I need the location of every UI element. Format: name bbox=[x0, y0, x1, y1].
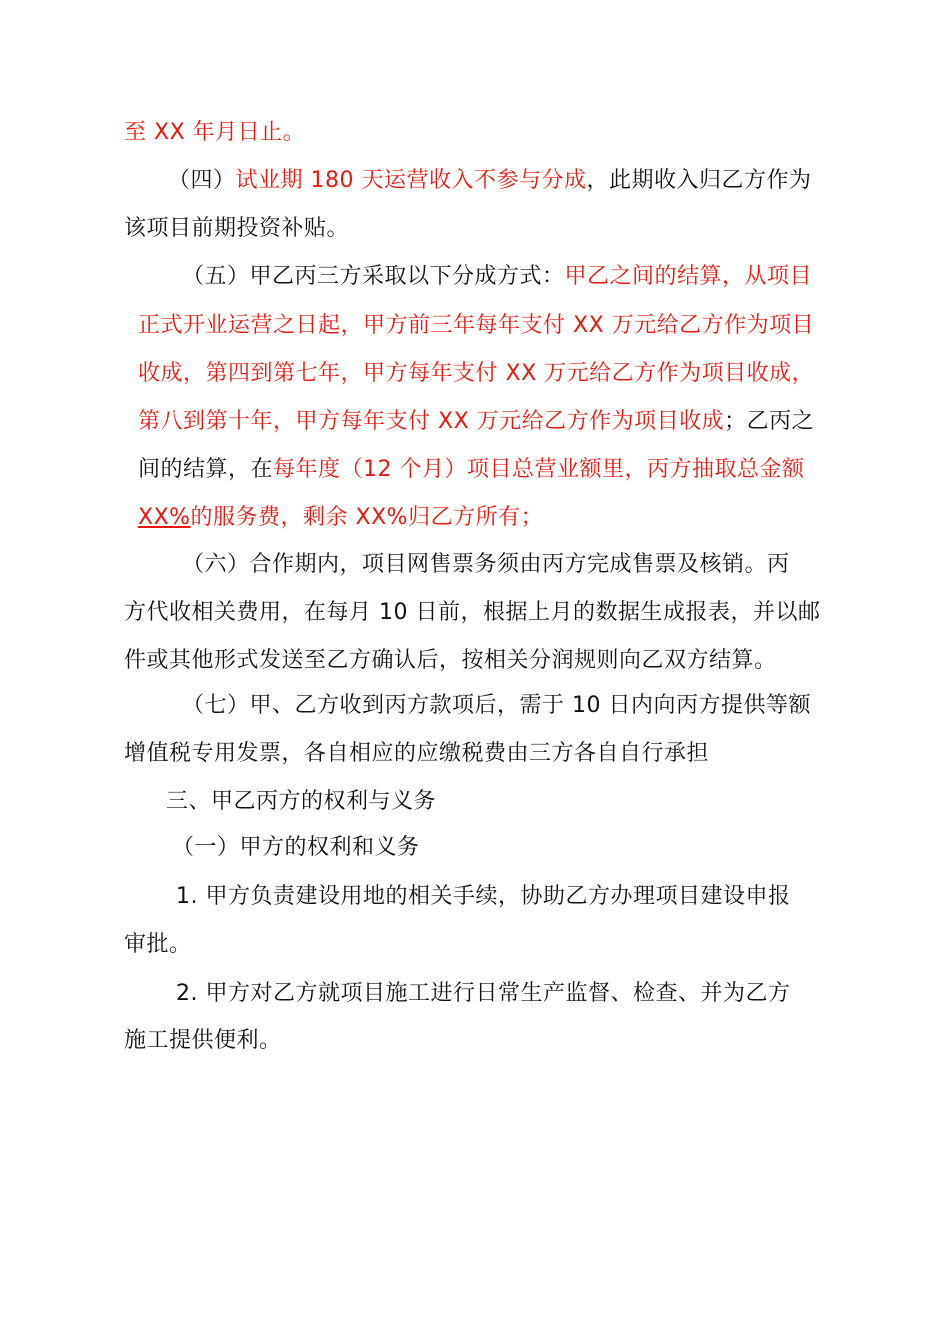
item-1-line-2: 审批。 bbox=[124, 932, 192, 957]
para-5-highlight-2: 每年度（12 个月）项目总营业额里，丙方抽取总金额 bbox=[273, 457, 805, 482]
para-5-intro: （五）甲乙丙三方采取以下分成方式： bbox=[182, 264, 565, 289]
para-4-number: （四） bbox=[168, 168, 236, 193]
item-2-line-1: 2. 甲方对乙方就项目施工进行日常生产监督、检查、并为乙方 bbox=[176, 981, 791, 1006]
service-fee-percent: XX% bbox=[138, 505, 191, 530]
para-7-line-2: 增值税专用发票，各自相应的应缴税费由三方各自自行承担 bbox=[124, 741, 710, 766]
para-7-line-1: （七）甲、乙方收到丙方款项后，需于 10 日内向丙方提供等额 bbox=[182, 693, 811, 718]
para-5-text-2: 间的结算，在 bbox=[138, 457, 274, 482]
para-3-end-line: 至 XX 年月日止。 bbox=[124, 120, 306, 145]
item-1-line-1: 1. 甲方负责建设用地的相关手续，协助乙方办理项目建设申报 bbox=[176, 884, 791, 909]
subsection-1-heading: （一）甲方的权利和义务 bbox=[172, 835, 420, 860]
para-6-line-2: 方代收相关费用，在每月 10 日前，根据上月的数据生成报表，并以邮 bbox=[124, 600, 821, 625]
para-6-line-1: （六）合作期内，项目网售票务须由丙方完成售票及核销。丙 bbox=[182, 552, 790, 577]
section-3-heading: 三、甲乙丙方的权利与义务 bbox=[166, 789, 437, 814]
para-6-line-3: 件或其他形式发送至乙方确认后，按相关分润规则向乙双方结算。 bbox=[124, 648, 777, 673]
para-4-text: ，此期收入归乙方作为 bbox=[586, 168, 812, 193]
para-4-highlight: 试业期 180 天运营收入不参与分成 bbox=[235, 168, 587, 193]
para-5-highlight-start: 甲乙之间的结算，从项目 bbox=[564, 264, 813, 289]
para-4-line-2: 该项目前期投资补贴。 bbox=[124, 216, 350, 241]
para-5-line-2: 正式开业运营之日起，甲方前三年每年支付 XX 万元给乙方作为项目 bbox=[138, 313, 815, 338]
para-5-line-1 bbox=[182, 262, 812, 292]
item-2-line-2: 施工提供便利。 bbox=[124, 1028, 282, 1053]
para-5-line-4 bbox=[138, 407, 814, 437]
para-5-line-6 bbox=[138, 503, 543, 533]
para-5-highlight-end: 第八到第十年，甲方每年支付 XX 万元给乙方作为项目收成 bbox=[138, 409, 725, 434]
para-5-line-3: 收成，第四到第七年，甲方每年支付 XX 万元给乙方作为项目收成， bbox=[138, 361, 815, 386]
para-5-highlight-3: 的服务费，剩余 XX%归乙方所有； bbox=[190, 505, 544, 530]
para-5-line-5 bbox=[138, 455, 805, 485]
para-5-text: ；乙丙之 bbox=[724, 409, 815, 434]
para-4-line-1 bbox=[168, 166, 812, 196]
